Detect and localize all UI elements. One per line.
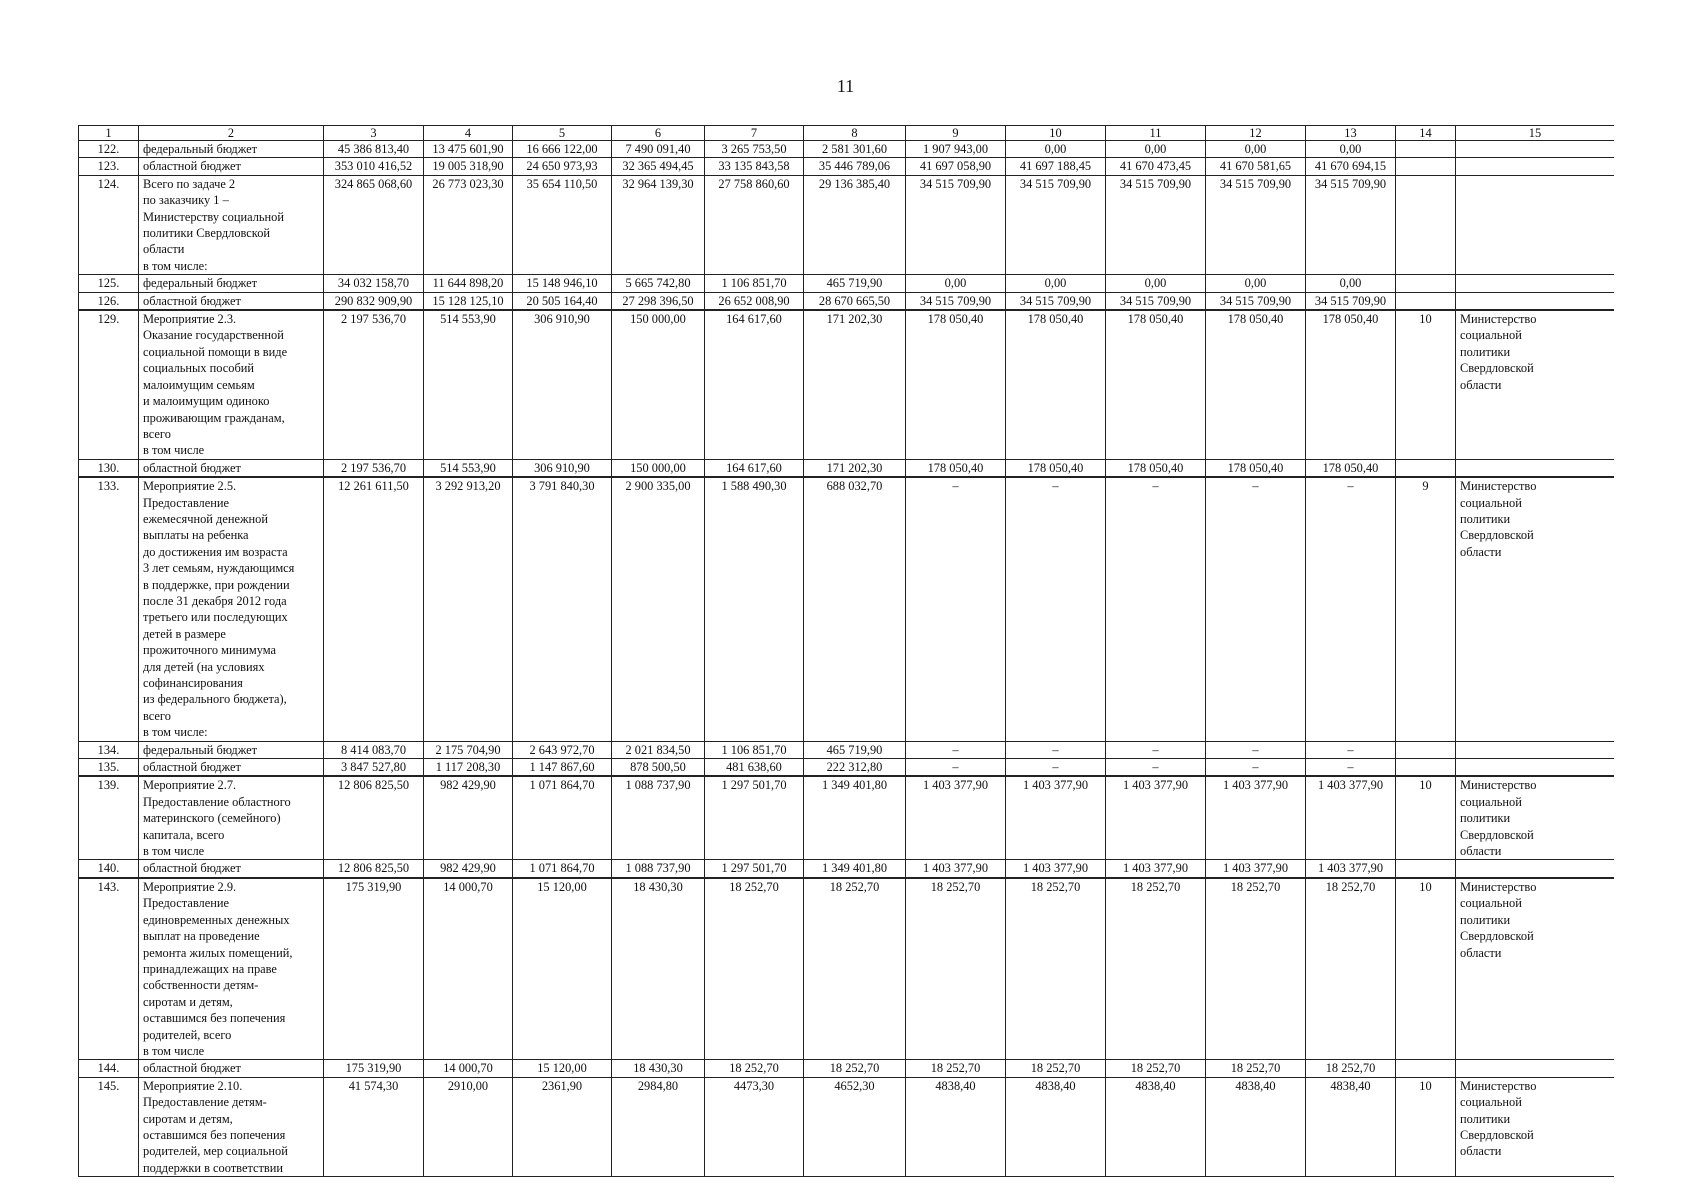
description-cell: Мероприятие 2.5. Предоставление ежемесячной денежной выплаты на ребенка до достижения им возраста 3 лет семьям, нуждающимся в поддержке, при рождении после 31 декабря 2012 года третьего или последующих детей в размере прожиточного минимума для детей (на условиях софинансирования из федерального бюджета), всего в том числе:: [139, 477, 324, 741]
row-number-cell: 135.: [79, 759, 139, 777]
amount-cell: 1 147 867,60: [513, 759, 612, 777]
amount-cell: 178 050,40: [906, 459, 1006, 477]
budget-table-container: [78, 125, 1614, 1178]
amount-cell: 150 000,00: [612, 310, 705, 459]
amount-cell: 4838,40: [1306, 1077, 1396, 1176]
amount-cell: 175 319,90: [324, 1060, 424, 1077]
budget-table: [78, 125, 1614, 1177]
amount-cell: 1 071 864,70: [513, 776, 612, 860]
amount-cell: 4838,40: [1206, 1077, 1306, 1176]
amount-cell: 15 128 125,10: [424, 292, 513, 310]
amount-cell: 0,00: [1006, 141, 1106, 158]
description-cell: федеральный бюджет: [139, 275, 324, 292]
row-number-cell: 126.: [79, 292, 139, 310]
executor-cell: [1456, 175, 1615, 274]
amount-cell: 18 252,70: [1306, 1060, 1396, 1077]
amount-cell: 2 197 536,70: [324, 310, 424, 459]
table-row: [79, 1077, 1615, 1176]
amount-cell: 1 297 501,70: [705, 860, 804, 878]
target-number-cell: [1396, 292, 1456, 310]
table-row: [79, 878, 1615, 1060]
amount-cell: 0,00: [1006, 275, 1106, 292]
column-header: 5: [513, 126, 612, 141]
amount-cell: 24 650 973,93: [513, 158, 612, 175]
amount-cell: 0,00: [1306, 275, 1396, 292]
amount-cell: 32 365 494,45: [612, 158, 705, 175]
row-number-cell: 124.: [79, 175, 139, 274]
amount-cell: 1 907 943,00: [906, 141, 1006, 158]
description-cell: федеральный бюджет: [139, 741, 324, 758]
amount-cell: 171 202,30: [804, 459, 906, 477]
executor-cell: [1456, 741, 1615, 758]
amount-cell: 465 719,90: [804, 275, 906, 292]
amount-cell: 18 252,70: [906, 878, 1006, 1060]
target-number-cell: [1396, 1060, 1456, 1077]
amount-cell: 34 515 709,90: [1006, 292, 1106, 310]
amount-cell: 18 252,70: [804, 878, 906, 1060]
executor-cell: [1456, 459, 1615, 477]
column-header: 1: [79, 126, 139, 141]
table-row: [79, 292, 1615, 310]
amount-cell: 688 032,70: [804, 477, 906, 741]
amount-cell: 34 515 709,90: [1006, 175, 1106, 274]
amount-cell: 32 964 139,30: [612, 175, 705, 274]
amount-cell: 1 403 377,90: [1006, 776, 1106, 860]
amount-cell: 27 298 396,50: [612, 292, 705, 310]
amount-cell: 1 117 208,30: [424, 759, 513, 777]
amount-cell: 13 475 601,90: [424, 141, 513, 158]
column-header: 11: [1106, 126, 1206, 141]
amount-cell: –: [1106, 477, 1206, 741]
amount-cell: –: [906, 477, 1006, 741]
table-row: [79, 477, 1615, 741]
row-number-cell: 139.: [79, 776, 139, 860]
amount-cell: 18 430,30: [612, 1060, 705, 1077]
amount-cell: –: [1006, 759, 1106, 777]
amount-cell: 0,00: [1206, 275, 1306, 292]
column-header: 3: [324, 126, 424, 141]
amount-cell: 18 252,70: [906, 1060, 1006, 1077]
amount-cell: 34 515 709,90: [1106, 175, 1206, 274]
amount-cell: 41 574,30: [324, 1077, 424, 1176]
amount-cell: 34 515 709,90: [1306, 292, 1396, 310]
amount-cell: 3 791 840,30: [513, 477, 612, 741]
amount-cell: 18 252,70: [705, 1060, 804, 1077]
description-cell: Всего по задаче 2 по заказчику 1 – Министерству социальной политики Свердловской области в том числе:: [139, 175, 324, 274]
amount-cell: 1 297 501,70: [705, 776, 804, 860]
row-number-cell: 123.: [79, 158, 139, 175]
amount-cell: 11 644 898,20: [424, 275, 513, 292]
amount-cell: 16 666 122,00: [513, 141, 612, 158]
amount-cell: 1 403 377,90: [906, 776, 1006, 860]
amount-cell: 18 252,70: [705, 878, 804, 1060]
amount-cell: 12 806 825,50: [324, 776, 424, 860]
amount-cell: 1 349 401,80: [804, 860, 906, 878]
amount-cell: 3 265 753,50: [705, 141, 804, 158]
amount-cell: 1 106 851,70: [705, 275, 804, 292]
amount-cell: 481 638,60: [705, 759, 804, 777]
amount-cell: 8 414 083,70: [324, 741, 424, 758]
amount-cell: 35 654 110,50: [513, 175, 612, 274]
row-number-cell: 122.: [79, 141, 139, 158]
target-number-cell: [1396, 275, 1456, 292]
amount-cell: 19 005 318,90: [424, 158, 513, 175]
amount-cell: 34 515 709,90: [1106, 292, 1206, 310]
table-row: [79, 860, 1615, 878]
executor-cell: [1456, 275, 1615, 292]
amount-cell: 0,00: [1106, 275, 1206, 292]
amount-cell: 34 515 709,90: [906, 175, 1006, 274]
amount-cell: 26 652 008,90: [705, 292, 804, 310]
amount-cell: 34 515 709,90: [1206, 292, 1306, 310]
amount-cell: –: [1106, 759, 1206, 777]
amount-cell: 0,00: [1106, 141, 1206, 158]
amount-cell: 14 000,70: [424, 878, 513, 1060]
amount-cell: 1 088 737,90: [612, 860, 705, 878]
amount-cell: 171 202,30: [804, 310, 906, 459]
amount-cell: 15 120,00: [513, 878, 612, 1060]
row-number-cell: 125.: [79, 275, 139, 292]
amount-cell: –: [1206, 759, 1306, 777]
column-header: 12: [1206, 126, 1306, 141]
description-cell: областной бюджет: [139, 860, 324, 878]
description-cell: Мероприятие 2.9. Предоставление единовременных денежных выплат на проведение ремонта жилых помещений, принадлежащих на праве собственности детям- сиротам и детям, оставшимся без попечения родителей, всего в том числе: [139, 878, 324, 1060]
executor-cell: Министерство социальной политики Свердловской области: [1456, 878, 1615, 1060]
target-number-cell: 10: [1396, 878, 1456, 1060]
table-row: [79, 1060, 1615, 1077]
amount-cell: 514 553,90: [424, 310, 513, 459]
description-cell: областной бюджет: [139, 158, 324, 175]
amount-cell: 12 806 825,50: [324, 860, 424, 878]
amount-cell: 1 403 377,90: [1106, 776, 1206, 860]
amount-cell: 18 252,70: [1106, 1060, 1206, 1077]
amount-cell: 5 665 742,80: [612, 275, 705, 292]
table-body: [79, 141, 1615, 1177]
column-header: 4: [424, 126, 513, 141]
column-header: 14: [1396, 126, 1456, 141]
executor-cell: [1456, 1060, 1615, 1077]
amount-cell: 4838,40: [1006, 1077, 1106, 1176]
amount-cell: 306 910,90: [513, 310, 612, 459]
amount-cell: 290 832 909,90: [324, 292, 424, 310]
amount-cell: 41 697 058,90: [906, 158, 1006, 175]
description-cell: областной бюджет: [139, 292, 324, 310]
target-number-cell: [1396, 860, 1456, 878]
executor-cell: [1456, 141, 1615, 158]
amount-cell: –: [906, 759, 1006, 777]
amount-cell: 4838,40: [1106, 1077, 1206, 1176]
target-number-cell: [1396, 759, 1456, 777]
row-number-cell: 134.: [79, 741, 139, 758]
amount-cell: 1 403 377,90: [906, 860, 1006, 878]
amount-cell: 34 032 158,70: [324, 275, 424, 292]
target-number-cell: 9: [1396, 477, 1456, 741]
amount-cell: –: [1106, 741, 1206, 758]
amount-cell: 175 319,90: [324, 878, 424, 1060]
amount-cell: 150 000,00: [612, 459, 705, 477]
description-cell: Мероприятие 2.7. Предоставление областного материнского (семейного) капитала, всего в том числе: [139, 776, 324, 860]
amount-cell: 12 261 611,50: [324, 477, 424, 741]
row-number-cell: 130.: [79, 459, 139, 477]
description-cell: областной бюджет: [139, 759, 324, 777]
amount-cell: 2910,00: [424, 1077, 513, 1176]
amount-cell: 2 175 704,90: [424, 741, 513, 758]
amount-cell: 164 617,60: [705, 459, 804, 477]
amount-cell: 18 252,70: [1006, 1060, 1106, 1077]
table-row: [79, 175, 1615, 274]
target-number-cell: 10: [1396, 310, 1456, 459]
amount-cell: 2361,90: [513, 1077, 612, 1176]
row-number-cell: 129.: [79, 310, 139, 459]
executor-cell: Министерство социальной политики Свердловской области: [1456, 310, 1615, 459]
table-row: [79, 310, 1615, 459]
amount-cell: –: [906, 741, 1006, 758]
amount-cell: 35 446 789,06: [804, 158, 906, 175]
amount-cell: 4838,40: [906, 1077, 1006, 1176]
column-header: 2: [139, 126, 324, 141]
amount-cell: 28 670 665,50: [804, 292, 906, 310]
column-header: 7: [705, 126, 804, 141]
amount-cell: 222 312,80: [804, 759, 906, 777]
amount-cell: 18 252,70: [1206, 878, 1306, 1060]
amount-cell: 4652,30: [804, 1077, 906, 1176]
amount-cell: 41 670 694,15: [1306, 158, 1396, 175]
amount-cell: 178 050,40: [906, 310, 1006, 459]
amount-cell: 178 050,40: [1306, 310, 1396, 459]
amount-cell: 2 021 834,50: [612, 741, 705, 758]
amount-cell: 34 515 709,90: [1306, 175, 1396, 274]
amount-cell: 26 773 023,30: [424, 175, 513, 274]
amount-cell: 514 553,90: [424, 459, 513, 477]
amount-cell: 982 429,90: [424, 860, 513, 878]
amount-cell: 18 252,70: [1106, 878, 1206, 1060]
amount-cell: 1 588 490,30: [705, 477, 804, 741]
row-number-cell: 133.: [79, 477, 139, 741]
column-header: 8: [804, 126, 906, 141]
target-number-cell: [1396, 141, 1456, 158]
amount-cell: 41 670 473,45: [1106, 158, 1206, 175]
column-header: 13: [1306, 126, 1396, 141]
column-header: 10: [1006, 126, 1106, 141]
executor-cell: [1456, 158, 1615, 175]
amount-cell: 178 050,40: [1006, 459, 1106, 477]
table-row: [79, 741, 1615, 758]
amount-cell: 164 617,60: [705, 310, 804, 459]
executor-cell: [1456, 759, 1615, 777]
executor-cell: [1456, 292, 1615, 310]
amount-cell: 18 430,30: [612, 878, 705, 1060]
amount-cell: 1 403 377,90: [1006, 860, 1106, 878]
description-cell: областной бюджет: [139, 1060, 324, 1077]
row-number-cell: 143.: [79, 878, 139, 1060]
amount-cell: 1 071 864,70: [513, 860, 612, 878]
row-number-cell: 140.: [79, 860, 139, 878]
amount-cell: 353 010 416,52: [324, 158, 424, 175]
amount-cell: 1 088 737,90: [612, 776, 705, 860]
amount-cell: 2 643 972,70: [513, 741, 612, 758]
column-header: 15: [1456, 126, 1615, 141]
amount-cell: 2984,80: [612, 1077, 705, 1176]
amount-cell: 20 505 164,40: [513, 292, 612, 310]
amount-cell: 15 120,00: [513, 1060, 612, 1077]
header-row: [79, 126, 1615, 141]
amount-cell: 178 050,40: [1106, 310, 1206, 459]
amount-cell: 18 252,70: [1306, 878, 1396, 1060]
amount-cell: –: [1206, 477, 1306, 741]
amount-cell: 34 515 709,90: [1206, 175, 1306, 274]
row-number-cell: 144.: [79, 1060, 139, 1077]
amount-cell: 33 135 843,58: [705, 158, 804, 175]
amount-cell: 1 403 377,90: [1206, 776, 1306, 860]
amount-cell: 0,00: [1306, 141, 1396, 158]
executor-cell: Министерство социальной политики Свердловской области: [1456, 776, 1615, 860]
table-row: [79, 158, 1615, 175]
amount-cell: 306 910,90: [513, 459, 612, 477]
amount-cell: 1 106 851,70: [705, 741, 804, 758]
amount-cell: –: [1306, 741, 1396, 758]
table-row: [79, 459, 1615, 477]
target-number-cell: 10: [1396, 1077, 1456, 1176]
amount-cell: 15 148 946,10: [513, 275, 612, 292]
amount-cell: 27 758 860,60: [705, 175, 804, 274]
amount-cell: –: [1206, 741, 1306, 758]
target-number-cell: [1396, 175, 1456, 274]
table-row: [79, 759, 1615, 777]
amount-cell: 3 847 527,80: [324, 759, 424, 777]
amount-cell: 18 252,70: [1006, 878, 1106, 1060]
amount-cell: 14 000,70: [424, 1060, 513, 1077]
amount-cell: 178 050,40: [1206, 310, 1306, 459]
amount-cell: 178 050,40: [1106, 459, 1206, 477]
description-cell: федеральный бюджет: [139, 141, 324, 158]
amount-cell: 2 900 335,00: [612, 477, 705, 741]
amount-cell: 41 670 581,65: [1206, 158, 1306, 175]
table-row: [79, 776, 1615, 860]
amount-cell: 1 403 377,90: [1306, 776, 1396, 860]
amount-cell: 324 865 068,60: [324, 175, 424, 274]
amount-cell: 41 697 188,45: [1006, 158, 1106, 175]
amount-cell: –: [1306, 477, 1396, 741]
amount-cell: 4473,30: [705, 1077, 804, 1176]
executor-cell: Министерство социальной политики Свердловской области: [1456, 1077, 1615, 1176]
target-number-cell: 10: [1396, 776, 1456, 860]
column-header: 9: [906, 126, 1006, 141]
amount-cell: 982 429,90: [424, 776, 513, 860]
target-number-cell: [1396, 741, 1456, 758]
executor-cell: [1456, 860, 1615, 878]
amount-cell: 2 197 536,70: [324, 459, 424, 477]
target-number-cell: [1396, 459, 1456, 477]
executor-cell: Министерство социальной политики Свердловской области: [1456, 477, 1615, 741]
page-number: 11: [836, 76, 855, 96]
table-header: [79, 126, 1615, 141]
amount-cell: 34 515 709,90: [906, 292, 1006, 310]
amount-cell: 178 050,40: [1306, 459, 1396, 477]
table-row: [79, 275, 1615, 292]
amount-cell: 18 252,70: [1206, 1060, 1306, 1077]
amount-cell: 18 252,70: [804, 1060, 906, 1077]
description-cell: областной бюджет: [139, 459, 324, 477]
amount-cell: –: [1006, 477, 1106, 741]
target-number-cell: [1396, 158, 1456, 175]
amount-cell: 1 403 377,90: [1206, 860, 1306, 878]
description-cell: Мероприятие 2.3. Оказание государственной социальной помощи в виде социальных пособий малоимущим семьям и малоимущим одиноко проживающим гражданам, всего в том числе: [139, 310, 324, 459]
row-number-cell: 145.: [79, 1077, 139, 1176]
amount-cell: 7 490 091,40: [612, 141, 705, 158]
amount-cell: 1 403 377,90: [1306, 860, 1396, 878]
amount-cell: 1 349 401,80: [804, 776, 906, 860]
amount-cell: 178 050,40: [1006, 310, 1106, 459]
amount-cell: 29 136 385,40: [804, 175, 906, 274]
amount-cell: 465 719,90: [804, 741, 906, 758]
amount-cell: 3 292 913,20: [424, 477, 513, 741]
amount-cell: 45 386 813,40: [324, 141, 424, 158]
table-row: [79, 141, 1615, 158]
amount-cell: –: [1306, 759, 1396, 777]
column-header: 6: [612, 126, 705, 141]
amount-cell: 2 581 301,60: [804, 141, 906, 158]
amount-cell: –: [1006, 741, 1106, 758]
description-cell: Мероприятие 2.10. Предоставление детям- сиротам и детям, оставшимся без попечения родителей, мер социальной поддержки в соответствии: [139, 1077, 324, 1176]
amount-cell: 0,00: [1206, 141, 1306, 158]
amount-cell: 878 500,50: [612, 759, 705, 777]
amount-cell: 0,00: [906, 275, 1006, 292]
amount-cell: 178 050,40: [1206, 459, 1306, 477]
amount-cell: 1 403 377,90: [1106, 860, 1206, 878]
